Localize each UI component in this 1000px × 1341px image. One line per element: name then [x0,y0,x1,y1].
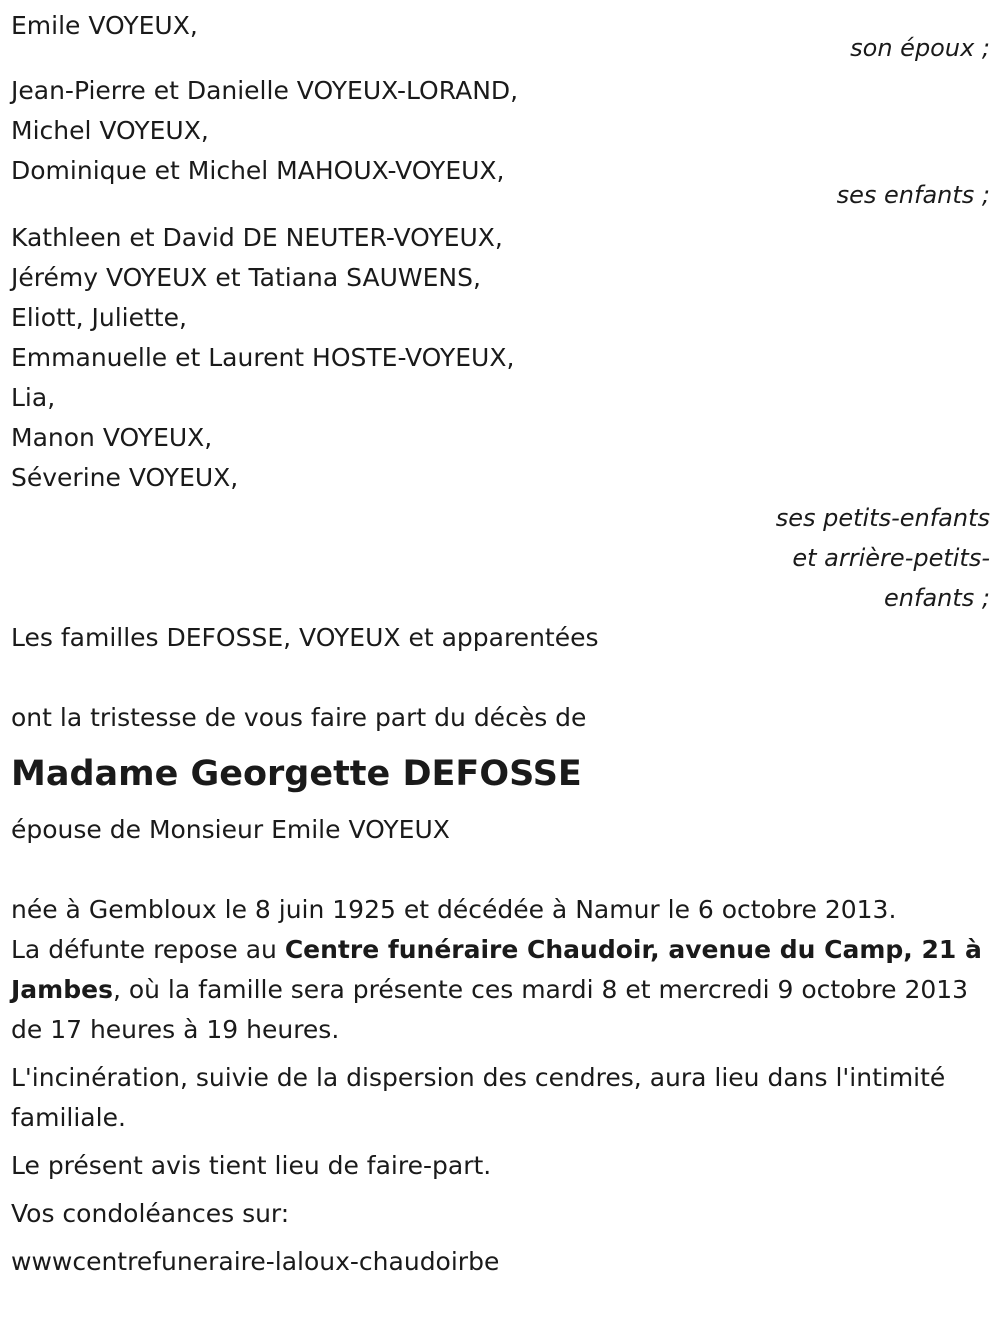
condolences-label: Vos condoléances sur: [11,1199,290,1228]
spouse-of-line: épouse de Monsieur Emile VOYEUX [11,815,450,844]
repose-place: Centre funéraire Chaudoir, avenue du Camp, 21 à Jambes [11,935,982,1004]
cremation-paragraph: L'incinération, suivie de la dispersion des cendres, aura lieu dans l'intimité familiale. [11,1063,946,1132]
child-name: Jean-Pierre et Danielle VOYEUX-LORAND, [11,76,519,105]
grandchild-name: Kathleen et David DE NEUTER-VOYEUX, [11,223,503,252]
families-line: Les familles DEFOSSE, VOYEUX et apparentées [11,623,599,652]
child-name: Dominique et Michel MAHOUX-VOYEUX, [11,156,505,185]
repose-paragraph [11,930,990,1050]
grandchild-name: Emmanuelle et Laurent HOSTE-VOYEUX, [11,343,515,372]
repose-prefix: La défunte repose au [11,935,285,964]
spouse-name: Emile VOYEUX, [11,11,198,40]
grandchild-name: Eliott, Juliette, [11,303,187,332]
children-role: ses enfants ; [836,181,990,209]
deceased-name: Madame Georgette DEFOSSE [11,754,582,794]
grandchild-name: Lia, [11,383,56,412]
child-name: Michel VOYEUX, [11,116,209,145]
announcement-line: ont la tristesse de vous faire part du décès de [11,703,587,732]
children-section [11,71,990,215]
grandchildren-role-line: enfants ; [884,584,990,612]
grandchild-name: Manon VOYEUX, [11,423,213,452]
notice-paragraph: Le présent avis tient lieu de faire-part. [11,1151,492,1180]
grandchildren-role-line: ses petits-enfants [775,504,990,532]
grandchildren-role-line: et arrière-petits- [792,544,990,572]
spouse-role: son époux ; [850,34,990,62]
spouse-section [11,6,990,68]
grandchild-name: Séverine VOYEUX, [11,463,239,492]
grandchildren-section [11,218,990,618]
obituary-notice [11,6,990,1282]
website-line: wwwcentrefuneraire-laloux-chaudoirbe [11,1247,500,1276]
repose-suffix: , où la famille sera présente ces mardi 8 et mercredi 9 octobre 2013 de 17 heures à 19 heures. [11,975,969,1044]
grandchild-name: Jérémy VOYEUX et Tatiana SAUWENS, [11,263,481,292]
birth-death-line: née à Gembloux le 8 juin 1925 et décédée à Namur le 6 octobre 2013. [11,895,897,924]
grandchildren-role [11,498,990,618]
